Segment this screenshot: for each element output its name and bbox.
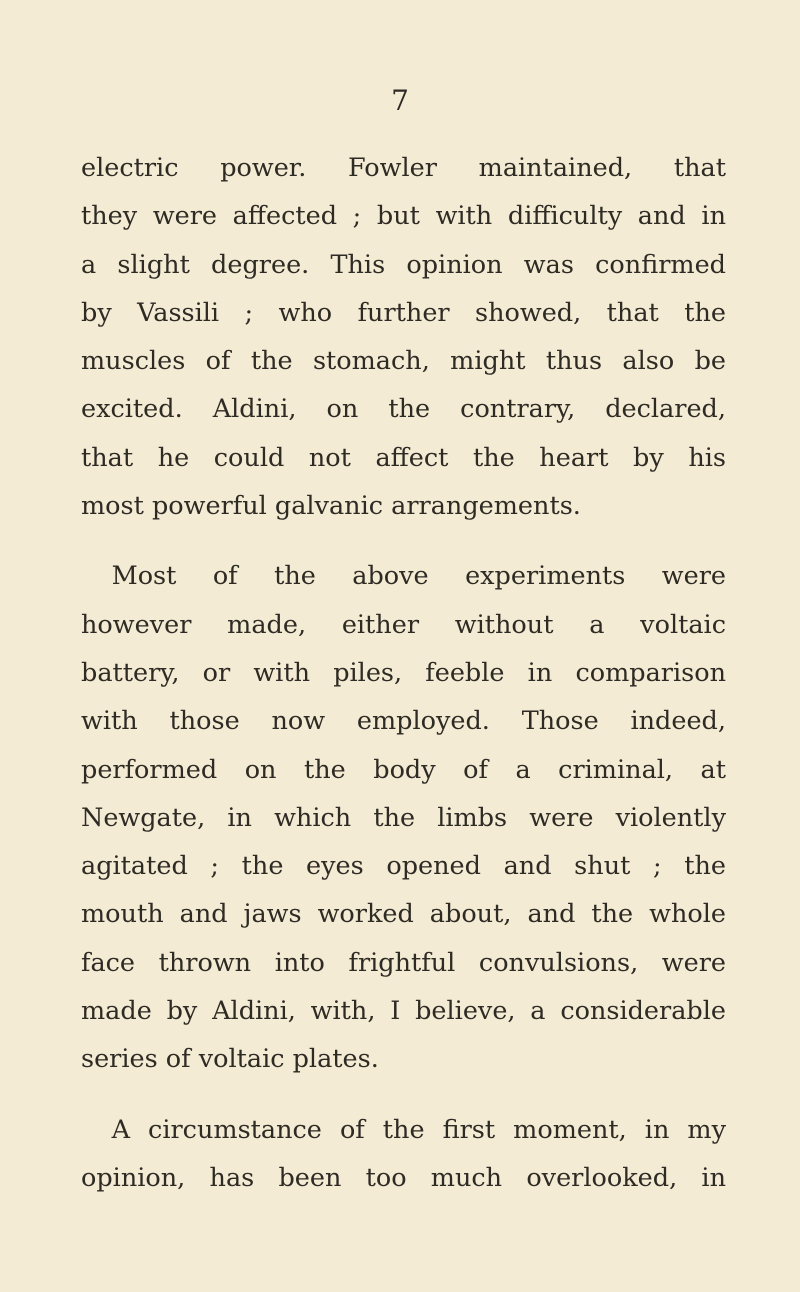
text-line: by Vassili ; who further showed, that the [81,297,726,328]
text-line: muscles of the stomach, might thus also be [81,346,726,377]
text-line: series of voltaic plates. [81,1044,379,1075]
page-number: 7 [391,84,409,117]
text-line: Most of the above experiments were [111,561,726,592]
text-line: opinion, has been too much overlooked, in [81,1162,726,1193]
text-line: face thrown into frightful convulsions, were [81,947,726,978]
text-line: that he could not affect the heart by his [81,442,726,473]
text-line: they were affected ; but with difficulty and in [81,201,726,232]
text-line: a slight degree. This opinion was confirmed [81,249,726,280]
paragraph-3 [81,1106,726,1203]
text-line: electric power. Fowler maintained, that [81,153,726,183]
paragraph-2 [81,552,726,1083]
body-text [81,144,726,1202]
text-line: A circumstance of the first moment, in my [111,1114,726,1145]
text-line: performed on the body of a criminal, at [81,754,726,785]
paragraph-1 [81,144,726,530]
text-line: however made, either without a voltaic [81,609,726,640]
text-line: mouth and jaws worked about, and the whole [81,899,726,930]
text-line: with those now employed. Those indeed, [81,706,726,737]
text-line: Newgate, in which the limbs were violently [81,802,726,833]
text-line: made by Aldini, with, I believe, a considerable [81,996,726,1027]
text-line: excited. Aldini, on the contrary, declared, [81,394,726,425]
text-line: most powerful galvanic arrangements. [81,491,581,522]
text-line: battery, or with piles, feeble in comparison [81,657,726,688]
text-line: agitated ; the eyes opened and shut ; the [81,851,726,882]
